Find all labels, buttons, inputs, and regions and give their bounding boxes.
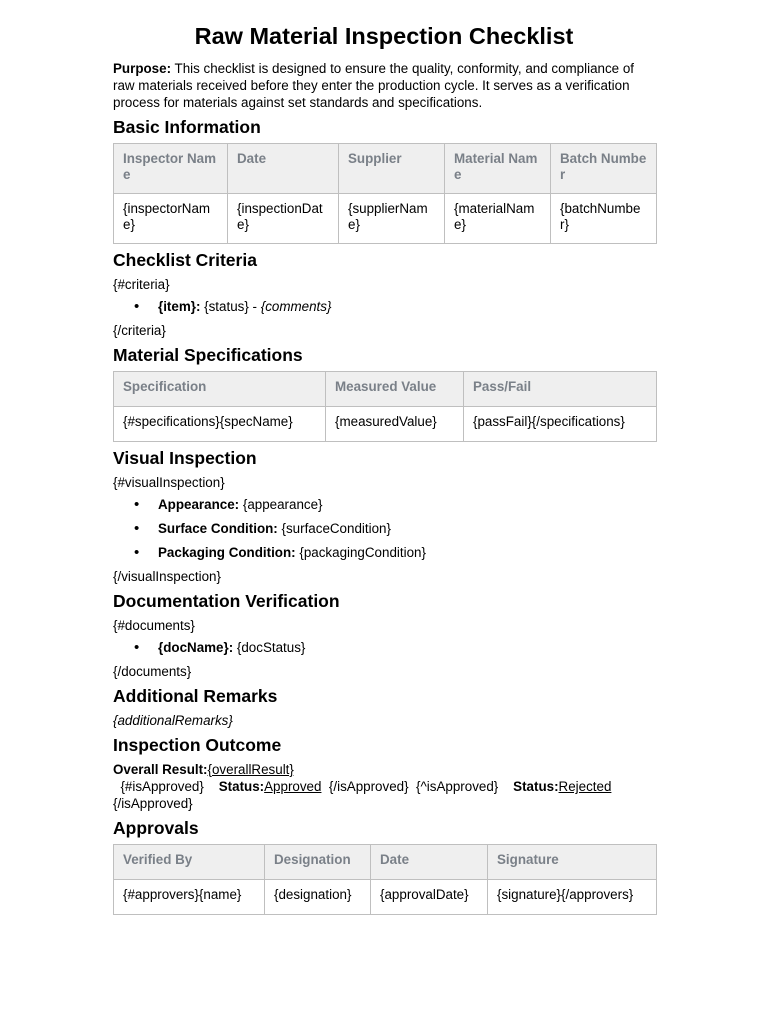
header-specification: Specification (114, 372, 326, 407)
basic-information-table (113, 143, 657, 244)
cell-pass-fail: {passFail}{/specifications} (464, 407, 657, 442)
criteria-item-status: {status} - (200, 299, 261, 314)
approvals-table (113, 844, 657, 915)
packaging-condition-value: {packagingCondition} (295, 545, 426, 560)
material-specifications-heading: Material Specifications (113, 345, 303, 365)
cell-designation: {designation} (265, 880, 371, 915)
list-item (113, 298, 655, 315)
list-item (113, 639, 655, 656)
cell-approver-name: {#approvers}{name} (114, 880, 265, 915)
criteria-close-tag: {/criteria} (113, 323, 166, 338)
appearance-label: Appearance: (158, 497, 240, 512)
inspection-outcome-heading: Inspection Outcome (113, 735, 282, 755)
criteria-list (113, 298, 655, 315)
list-item (113, 496, 655, 513)
header-supplier: Supplier (339, 144, 445, 194)
cell-material-name: {materialName} (445, 194, 551, 244)
appearance-value: {appearance} (239, 497, 323, 512)
criteria-item-label: {item}: (158, 299, 201, 314)
page-title: Raw Material Inspection Checklist (194, 23, 574, 49)
overall-result-line (113, 761, 655, 778)
header-designation: Designation (265, 845, 371, 880)
approvals-heading: Approvals (113, 818, 199, 838)
cell-spec-name: {#specifications}{specName} (114, 407, 326, 442)
header-batch-number: Batch Number (551, 144, 657, 194)
header-pass-fail: Pass/Fail (464, 372, 657, 407)
approval-status-line (113, 778, 655, 795)
documentation-verification-heading: Documentation Verification (113, 591, 340, 611)
list-item (113, 544, 655, 561)
cell-measured-value: {measuredValue} (326, 407, 464, 442)
additional-remarks-heading: Additional Remarks (113, 686, 278, 706)
table-header-row (114, 845, 657, 880)
criteria-item-comments: {comments} (260, 299, 332, 314)
table-row (114, 407, 657, 442)
cell-signature: {signature}{/approvers} (488, 880, 657, 915)
status-label: Status: (218, 779, 265, 794)
header-material-name: Material Name (445, 144, 551, 194)
overall-result-value: {overallResult} (207, 762, 294, 777)
purpose-text: This checklist is designed to ensure the quality, conformity, and compliance of raw materials received before they enter the production cycle. It serves as a verification process for materials against set standards and specifications. (113, 61, 635, 110)
material-specifications-table (113, 371, 657, 442)
documents-close-tag: {/documents} (113, 664, 192, 679)
is-approved-close-tag: {/isApproved} (328, 779, 409, 794)
purpose-label: Purpose: (113, 61, 172, 76)
header-date: Date (228, 144, 339, 194)
header-date: Date (371, 845, 488, 880)
cell-inspector-name: {inspectorName} (114, 194, 228, 244)
basic-information-heading: Basic Information (113, 117, 261, 137)
cell-batch-number: {batchNumber} (551, 194, 657, 244)
visual-inspection-list (113, 496, 655, 561)
additional-remarks-value: {additionalRemarks} (113, 713, 233, 728)
surface-condition-label: Surface Condition: (158, 521, 278, 536)
documents-list (113, 639, 655, 656)
cell-approval-date: {approvalDate} (371, 880, 488, 915)
checklist-criteria-heading: Checklist Criteria (113, 250, 257, 270)
not-approved-close-tag: {/isApproved} (113, 796, 193, 811)
doc-name-label: {docName}: (158, 640, 234, 655)
documents-open-tag: {#documents} (113, 618, 195, 633)
approved-status-value: Approved (264, 779, 322, 794)
is-approved-open-tag: {#isApproved} (120, 779, 204, 794)
rejected-status-value: Rejected (558, 779, 612, 794)
header-measured-value: Measured Value (326, 372, 464, 407)
packaging-condition-label: Packaging Condition: (158, 545, 296, 560)
table-header-row (114, 372, 657, 407)
table-header-row (114, 144, 657, 194)
not-approved-open-tag: {^isApproved} (416, 779, 499, 794)
visual-inspection-heading: Visual Inspection (113, 448, 257, 468)
doc-status-value: {docStatus} (233, 640, 306, 655)
cell-supplier-name: {supplierName} (339, 194, 445, 244)
table-row (114, 194, 657, 244)
header-signature: Signature (488, 845, 657, 880)
table-row (114, 880, 657, 915)
list-item (113, 520, 655, 537)
cell-inspection-date: {inspectionDate} (228, 194, 339, 244)
criteria-open-tag: {#criteria} (113, 277, 170, 292)
status-label: Status: (513, 779, 559, 794)
surface-condition-value: {surfaceCondition} (277, 521, 391, 536)
header-inspector-name: Inspector Name (114, 144, 228, 194)
visual-open-tag: {#visualInspection} (113, 475, 225, 490)
overall-result-label: Overall Result: (113, 762, 208, 777)
header-verified-by: Verified By (114, 845, 265, 880)
purpose-paragraph (113, 60, 655, 111)
visual-close-tag: {/visualInspection} (113, 569, 221, 584)
